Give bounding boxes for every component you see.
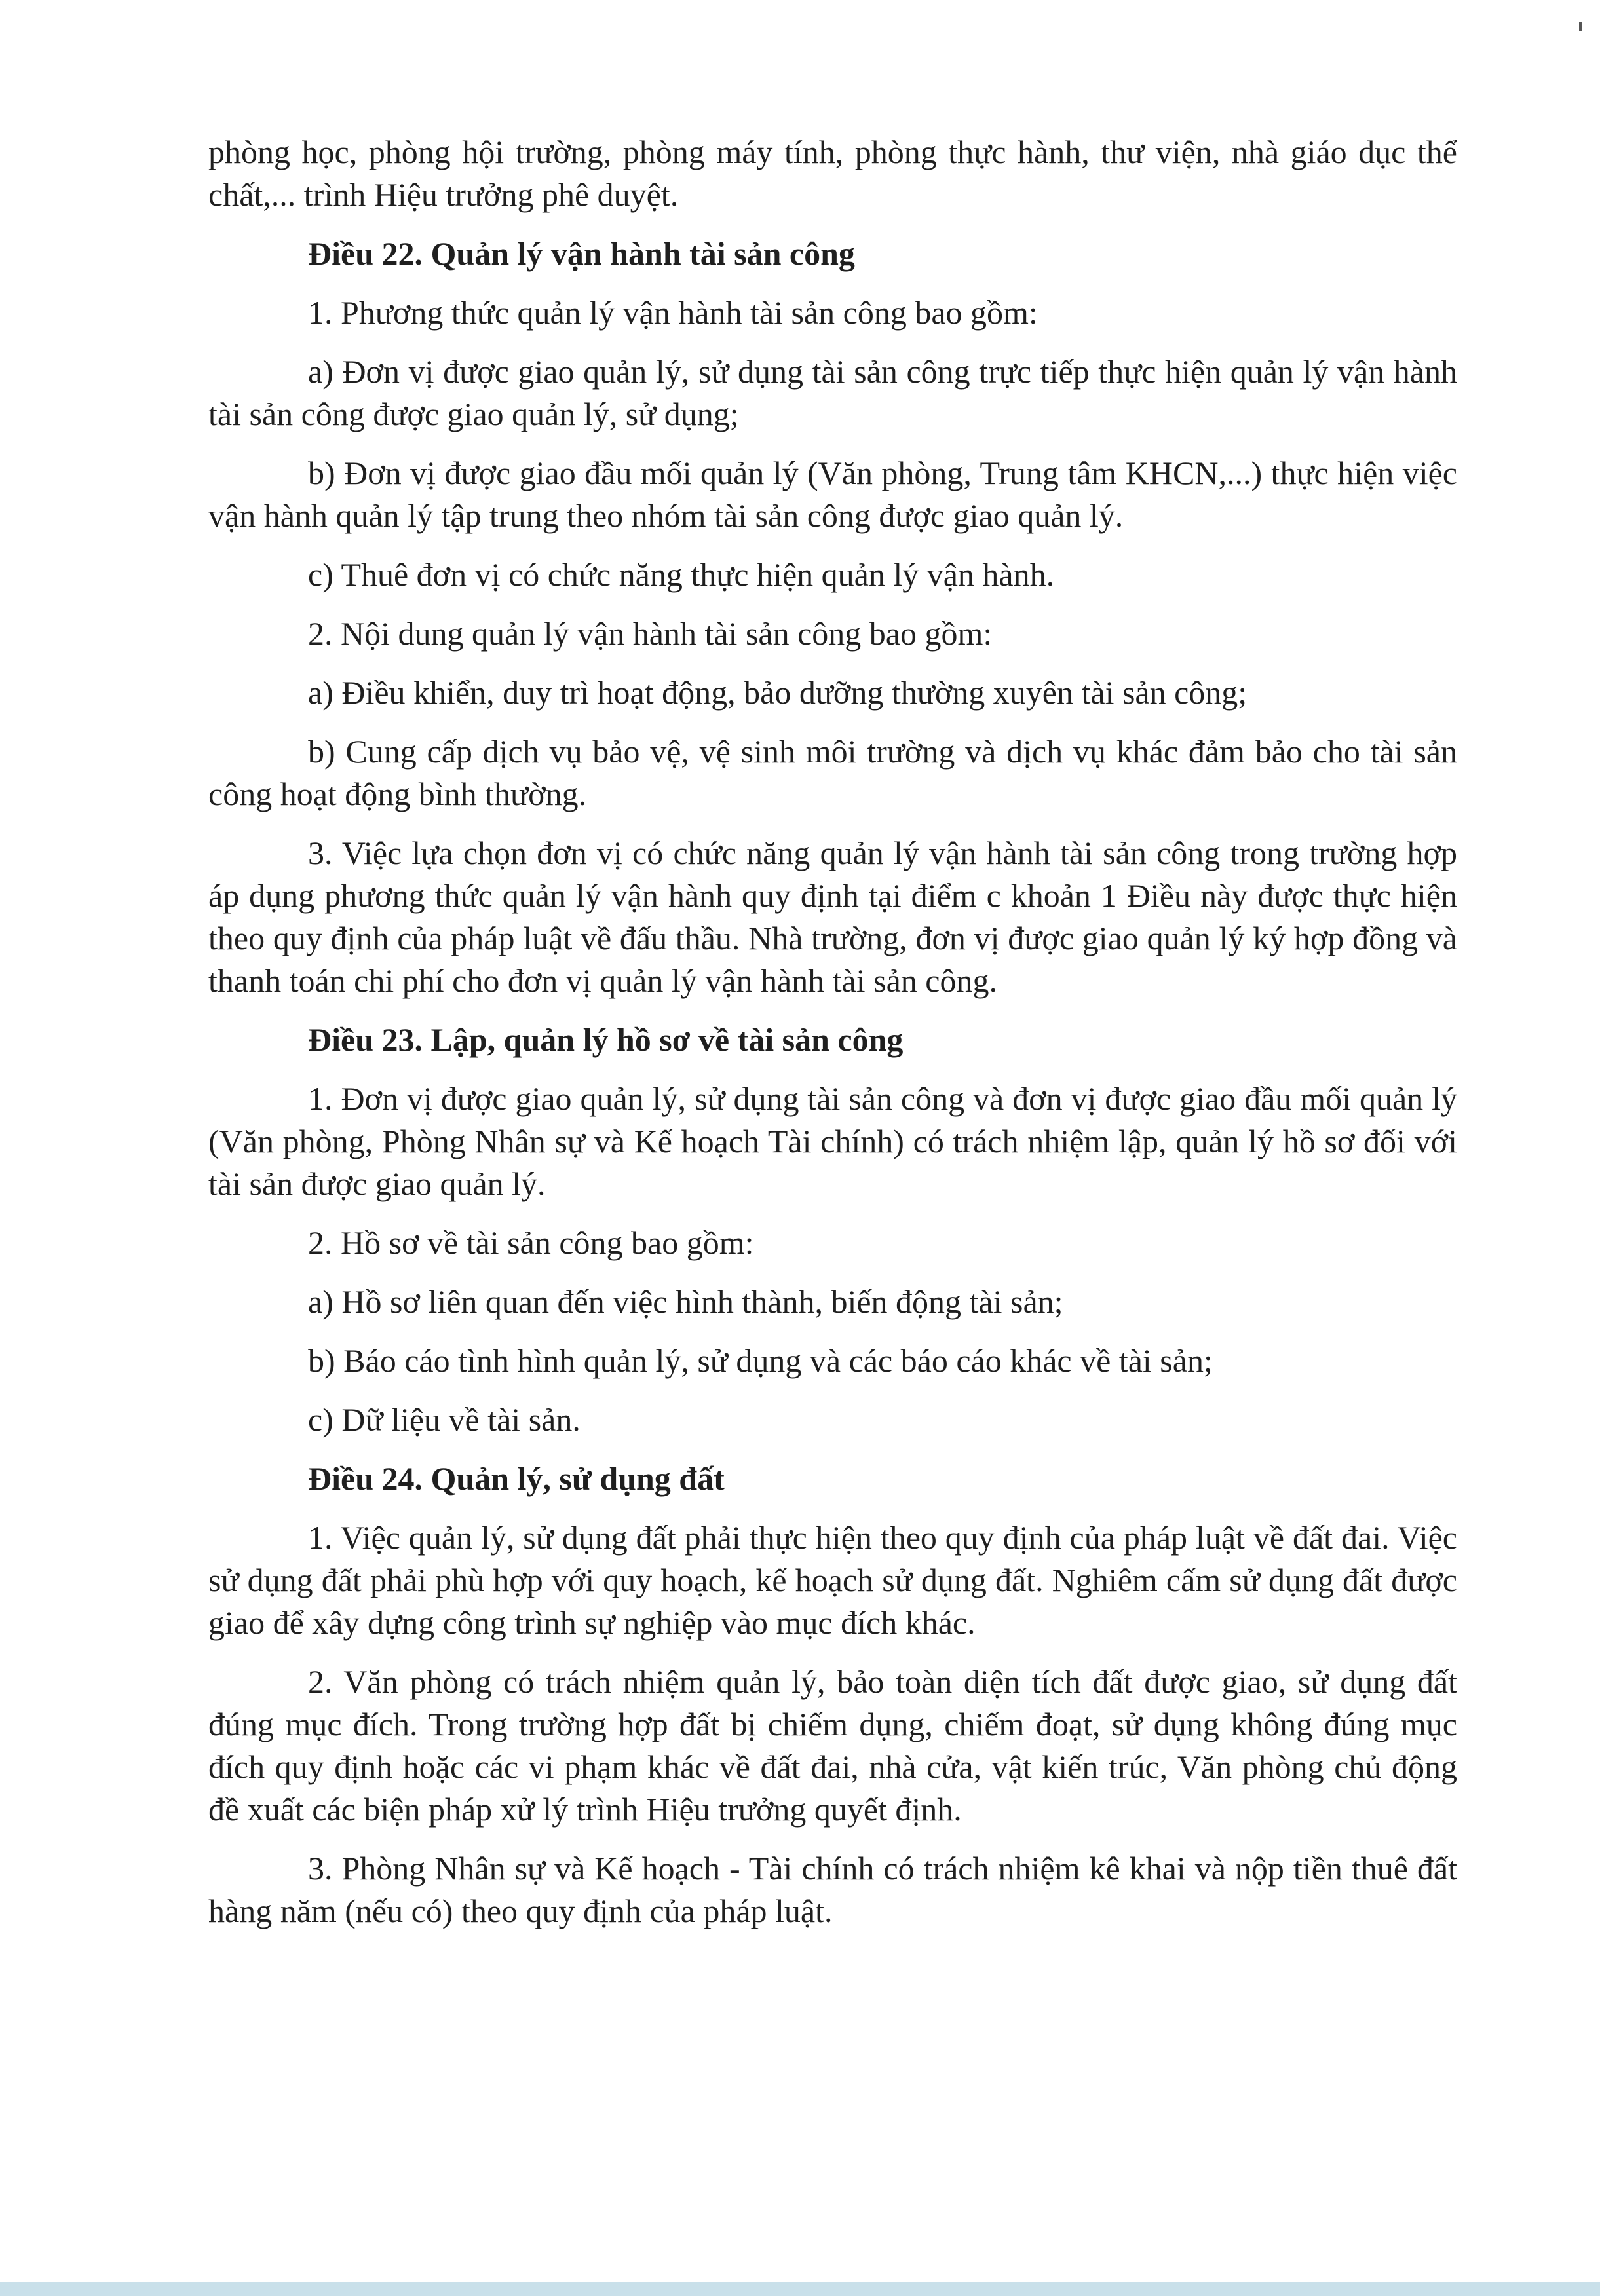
article-22-clause-2b: b) Cung cấp dịch vụ bảo vệ, vệ sinh môi trường và dịch vụ khác đảm bảo cho tài sản công hoạt động bình thường.	[208, 733, 1457, 812]
article-22-heading: Điều 22. Quản lý vận hành tài sản công	[308, 235, 855, 272]
article-22-clause-3: 3. Việc lựa chọn đơn vị có chức năng quản lý vận hành tài sản công trong trường hợp áp dụng phương thức quản lý vận hành quy định tại điểm c khoản 1 Điều này được thực hiện theo quy định của pháp luật về đấu thầu. Nhà trường, đơn vị được giao quản lý ký hợp đồng và thanh toán chi phí cho đơn vị quản lý vận hành tài sản công.	[208, 835, 1457, 999]
article-23-clause-2c: c) Dữ liệu về tài sản.	[308, 1401, 581, 1438]
article-22-clause-2: 2. Nội dung quản lý vận hành tài sản công bao gồm:	[308, 615, 993, 652]
article-24-clause-3: 3. Phòng Nhân sự và Kế hoạch - Tài chính có trách nhiệm kê khai và nộp tiền thuê đất hàng năm (nếu có) theo quy định của pháp luật.	[208, 1850, 1457, 1929]
article-23-clause-1: 1. Đơn vị được giao quản lý, sử dụng tài sản công và đơn vị được giao đầu mối quản lý (Văn phòng, Phòng Nhân sự và Kế hoạch Tài chính) có trách nhiệm lập, quản lý hồ sơ đối với tài sản được giao quản lý.	[208, 1080, 1457, 1202]
article-22-clause-2a: a) Điều khiển, duy trì hoạt động, bảo dưỡng thường xuyên tài sản công;	[308, 674, 1248, 711]
article-23-clause-2a: a) Hồ sơ liên quan đến việc hình thành, biến động tài sản;	[308, 1283, 1063, 1320]
article-22-clause-1c: c) Thuê đơn vị có chức năng thực hiện quản lý vận hành.	[308, 556, 1055, 593]
article-24-heading: Điều 24. Quản lý, sử dụng đất	[308, 1460, 725, 1497]
article-24-clause-1: 1. Việc quản lý, sử dụng đất phải thực hiện theo quy định của pháp luật về đất đai. Việc sử dụng đất phải phù hợp với quy hoạch, kế hoạch sử dụng đất. Nghiêm cấm sử dụng đất được giao để xây dựng công trình sự nghiệp vào mục đích khác.	[208, 1519, 1457, 1641]
scan-mark	[1579, 22, 1582, 31]
article-22-clause-1: 1. Phương thức quản lý vận hành tài sản công bao gồm:	[308, 294, 1038, 331]
article-23-clause-2b: b) Báo cáo tình hình quản lý, sử dụng và các báo cáo khác về tài sản;	[308, 1342, 1213, 1379]
article-24-clause-2: 2. Văn phòng có trách nhiệm quản lý, bảo toàn diện tích đất được giao, sử dụng đất đúng mục đích. Trong trường hợp đất bị chiếm dụng, chiếm đoạt, sử dụng không đúng mục đích quy định hoặc các vi phạm khác về đất đai, nhà cửa, vật kiến trúc, Văn phòng chủ động đề xuất các biện pháp xử lý trình Hiệu trưởng quyết định.	[208, 1663, 1457, 1828]
paragraph-continuation: phòng học, phòng hội trường, phòng máy tính, phòng thực hành, thư viện, nhà giáo dục thể chất,... trình Hiệu trưởng phê duyệt.	[208, 134, 1457, 213]
article-23-clause-2: 2. Hồ sơ về tài sản công bao gồm:	[308, 1224, 754, 1261]
document-page	[208, 131, 1457, 1949]
article-22-clause-1a: a) Đơn vị được giao quản lý, sử dụng tài sản công trực tiếp thực hiện quản lý vận hành tài sản công được giao quản lý, sử dụng;	[208, 353, 1457, 432]
article-22-clause-1b: b) Đơn vị được giao đầu mối quản lý (Văn phòng, Trung tâm KHCN,...) thực hiện việc vận hành quản lý tập trung theo nhóm tài sản công được giao quản lý.	[208, 455, 1457, 534]
scan-edge-band	[0, 2282, 1600, 2296]
article-23-heading: Điều 23. Lập, quản lý hồ sơ về tài sản công	[308, 1021, 904, 1058]
